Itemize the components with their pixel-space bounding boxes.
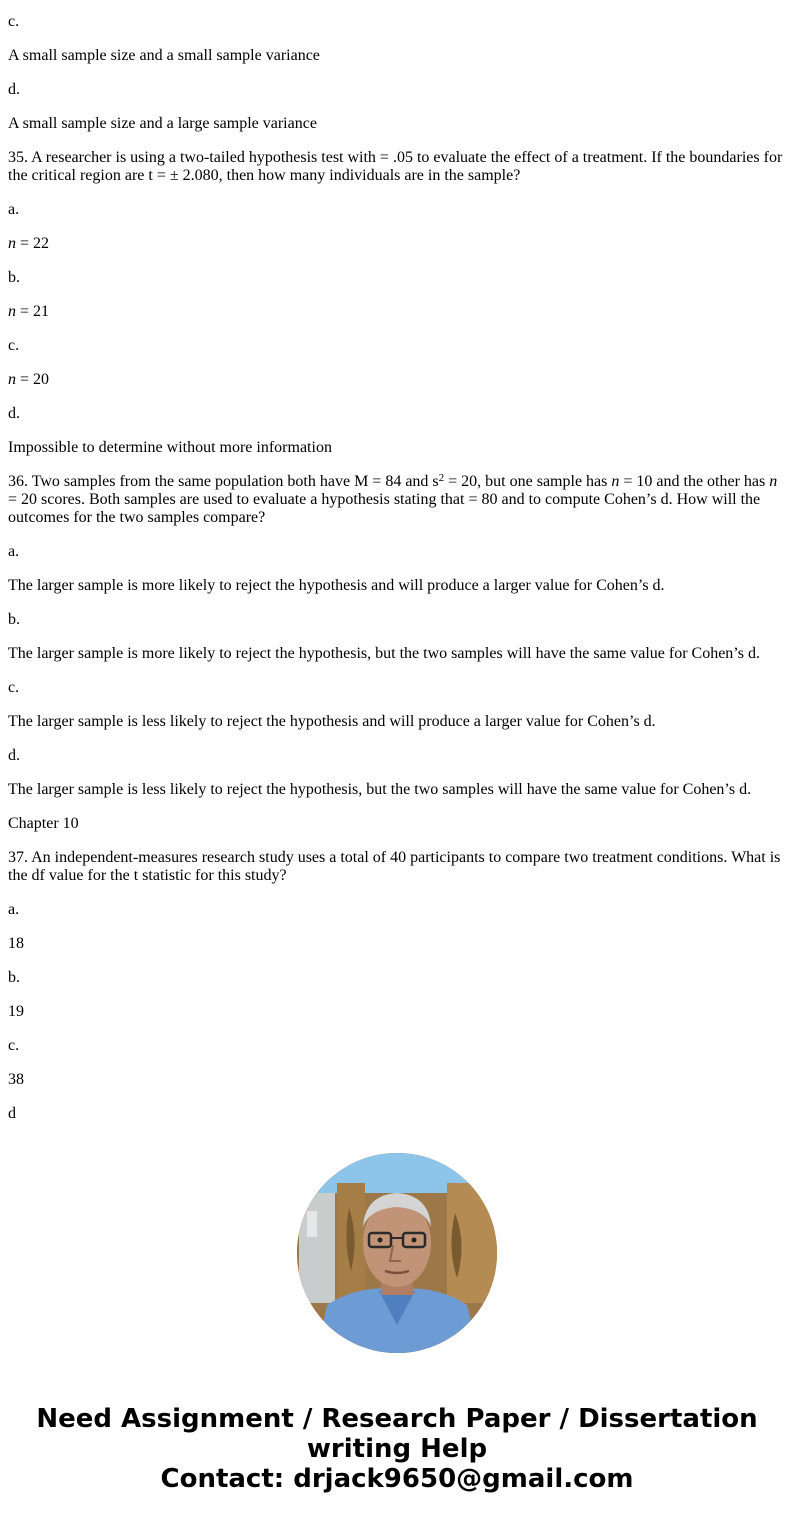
banner-line-1: Need Assignment / Research Paper / Dissertation xyxy=(36,1404,758,1434)
q37-option-a-letter: a. xyxy=(8,901,20,918)
q35-option-b-var: n xyxy=(8,303,16,320)
chapter-heading: Chapter 10 xyxy=(8,815,79,832)
q35-stem: 35. A researcher is using a two-tailed hypothesis test with = .05 to evaluate the effect of a treatment. If the boundaries for the critical region are t = ± 2.080, then how many individuals are in the sample? xyxy=(8,149,783,184)
q37-option-c-letter: c. xyxy=(8,1037,20,1054)
q36-stem-superscript: 2 xyxy=(438,472,445,484)
q37-option-b-letter: b. xyxy=(8,969,20,986)
q35-option-c-rest: = 20 xyxy=(16,371,50,388)
q35-option-b-letter: b. xyxy=(8,269,20,286)
q37-option-a-text: 18 xyxy=(8,935,24,952)
q34-option-d-text: A small sample size and a large sample variance xyxy=(8,115,317,132)
q37-option-d-letter: d xyxy=(8,1105,16,1122)
q35-option-c-letter: c. xyxy=(8,337,20,354)
q35-option-b-rest: = 21 xyxy=(16,303,50,320)
q37-option-c-text: 38 xyxy=(8,1071,24,1088)
q36-stem xyxy=(8,473,786,527)
q36-stem-var1: n xyxy=(611,473,620,490)
contact-banner xyxy=(0,1404,794,1494)
q36-stem-part4: = 20 scores. Both samples are used to evaluate a hypothesis stating that = 80 and to compute Cohen’s d. How will the outcomes for the two samples compare? xyxy=(8,491,761,526)
banner-contact-line: Contact: drjack9650@gmail.com xyxy=(160,1464,634,1494)
q36-stem-var2: n xyxy=(769,473,778,490)
q34-option-c-text: A small sample size and a small sample variance xyxy=(8,47,320,64)
q35-option-d-text: Impossible to determine without more information xyxy=(8,439,332,456)
q35-option-a-text xyxy=(8,235,786,253)
q35-option-a-letter: a. xyxy=(8,201,20,218)
q36-option-a-text: The larger sample is more likely to reject the hypothesis and will produce a larger value for Cohen’s d. xyxy=(8,577,665,594)
document-body xyxy=(8,13,786,1123)
q36-option-c-letter: c. xyxy=(8,679,20,696)
q36-stem-part1: 36. Two samples from the same population both have M = 84 and s xyxy=(8,473,439,490)
q35-option-b-text xyxy=(8,303,786,321)
q35-option-c-text xyxy=(8,371,786,389)
q34-option-c-letter: c. xyxy=(8,13,20,30)
q36-stem-part2: = 20, but one sample has xyxy=(444,473,612,490)
banner-line-2: writing Help xyxy=(306,1434,488,1464)
q36-option-a-letter: a. xyxy=(8,543,20,560)
q37-stem: 37. An independent-measures research study uses a total of 40 participants to compare two treatment conditions. What is the df value for the t statistic for this study? xyxy=(8,849,781,884)
portrait-image xyxy=(297,1153,497,1353)
q35-option-d-letter: d. xyxy=(8,405,20,422)
author-photo xyxy=(297,1153,497,1353)
q35-option-a-var: n xyxy=(8,235,16,252)
q36-option-c-text: The larger sample is less likely to reject the hypothesis and will produce a larger value for Cohen’s d. xyxy=(8,713,656,730)
q34-option-d-letter: d. xyxy=(8,81,20,98)
q36-option-d-text: The larger sample is less likely to reject the hypothesis, but the two samples will have the same value for Cohen’s d. xyxy=(8,781,752,798)
q37-option-b-text: 19 xyxy=(8,1003,24,1020)
q36-option-b-letter: b. xyxy=(8,611,20,628)
q35-option-c-var: n xyxy=(8,371,16,388)
q36-option-d-letter: d. xyxy=(8,747,20,764)
q35-option-a-rest: = 22 xyxy=(16,235,50,252)
q36-option-b-text: The larger sample is more likely to reject the hypothesis, but the two samples will have the same value for Cohen’s d. xyxy=(8,645,760,662)
q36-stem-part3: = 10 and the other has xyxy=(619,473,770,490)
